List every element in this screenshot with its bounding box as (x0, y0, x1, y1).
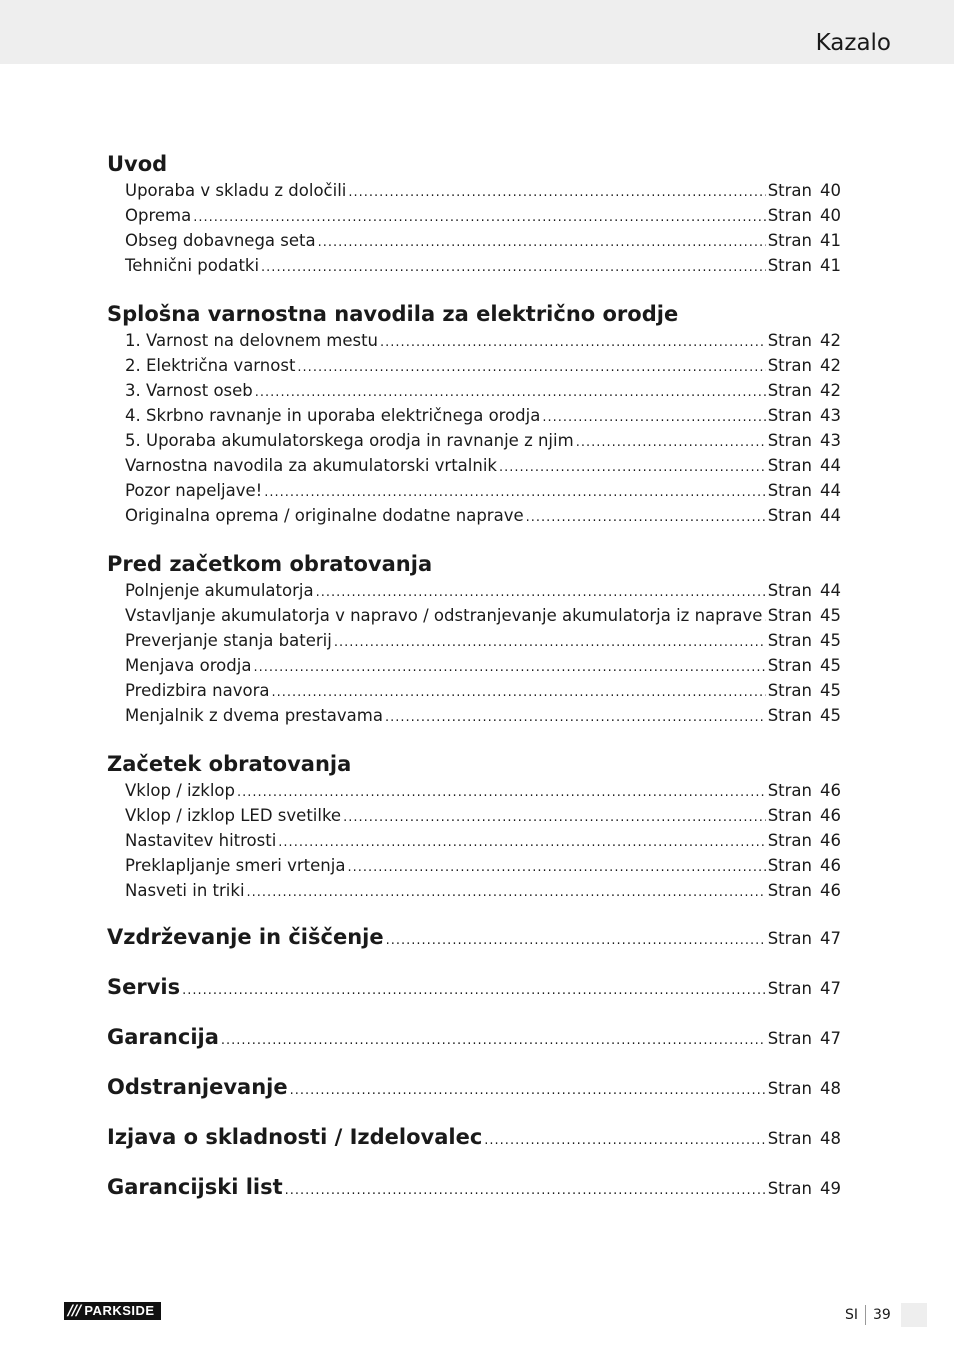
toc-item-page: Stran 42 (767, 356, 841, 375)
dot-leader (348, 180, 765, 203)
toc-item-label: Uporaba v skladu z določili (125, 181, 347, 200)
toc-heading-entry[interactable] (107, 1075, 841, 1125)
toc-item[interactable] (107, 328, 841, 353)
toc-heading-label: Odstranjevanje (107, 1075, 288, 1099)
toc-heading-entry[interactable] (107, 975, 841, 1025)
dot-leader (386, 933, 766, 948)
dot-leader (255, 380, 766, 403)
footer-divider (865, 1305, 866, 1325)
logo-slashes-icon: /// (68, 1303, 81, 1319)
toc-item[interactable] (107, 428, 841, 453)
dot-leader (247, 880, 766, 903)
toc-item-page: Stran 41 (767, 256, 841, 275)
toc-item[interactable] (107, 353, 841, 378)
toc-item[interactable] (107, 253, 841, 278)
toc-item-label: Oprema (125, 206, 192, 225)
toc-item[interactable] (107, 603, 841, 628)
toc-heading-entry[interactable] (107, 1125, 841, 1175)
toc-section-safety (107, 300, 841, 528)
toc-item-label: Menjava orodja (125, 656, 252, 675)
toc-item-label: Vstavljanje akumulatorja v napravo / odstranjevanje akumulatorja iz naprave (125, 606, 763, 625)
dot-leader (285, 1183, 766, 1198)
toc-item-page: Stran 44 (767, 456, 841, 475)
toc-item[interactable] (107, 678, 841, 703)
toc-heading-entry[interactable] (107, 1175, 841, 1225)
toc-item-page: Stran 45 (767, 631, 841, 650)
toc-item-page: Stran 46 (767, 856, 841, 875)
toc-item[interactable] (107, 203, 841, 228)
dot-leader (182, 983, 766, 998)
toc-section-before-operation (107, 550, 841, 728)
toc-item[interactable] (107, 178, 841, 203)
toc-heading-page: Stran 47 (767, 1029, 841, 1048)
dot-leader (542, 405, 765, 428)
toc-item-page: Stran 41 (767, 231, 841, 250)
toc-item-page: Stran 43 (767, 431, 841, 450)
toc-item-label: Preklapljanje smeri vrtenja (125, 856, 346, 875)
table-of-contents (107, 150, 841, 1225)
page-footer (845, 1303, 927, 1327)
toc-item[interactable] (107, 578, 841, 603)
toc-item-page: Stran 40 (767, 181, 841, 200)
footer-tab (901, 1303, 927, 1327)
section-title: Pred začetkom obratovanja (107, 552, 433, 576)
toc-item-label: Varnostna navodila za akumulatorski vrtalnik (125, 456, 497, 475)
toc-item-page: Stran 44 (767, 481, 841, 500)
dot-leader (261, 255, 766, 278)
toc-heading-label: Vzdrževanje in čiščenje (107, 925, 384, 949)
toc-item-label: 1. Varnost na delovnem mestu (125, 331, 379, 350)
toc-item-page: Stran 42 (767, 381, 841, 400)
toc-item[interactable] (107, 478, 841, 503)
toc-heading-label: Izjava o skladnosti / Izdelovalec (107, 1125, 483, 1149)
dot-leader (526, 505, 766, 528)
dot-leader (484, 1133, 765, 1148)
dot-leader (278, 830, 765, 853)
dot-leader (237, 780, 766, 803)
toc-item-page: Stran 46 (767, 881, 841, 900)
toc-item-label: Preverjanje stanja baterij (125, 631, 332, 650)
parkside-logo (64, 1302, 161, 1320)
toc-item-label: Obseg dobavnega seta (125, 231, 316, 250)
toc-item-label: Nasveti in triki (125, 881, 245, 900)
toc-item[interactable] (107, 653, 841, 678)
toc-item[interactable] (107, 403, 841, 428)
language-code: SI (845, 1307, 859, 1323)
toc-heading-page: Stran 48 (767, 1079, 841, 1098)
dot-leader (221, 1033, 766, 1048)
dot-leader (347, 855, 765, 878)
dot-leader (385, 705, 766, 728)
toc-section-operation (107, 750, 841, 903)
toc-item-page: Stran 45 (767, 706, 841, 725)
toc-item-label: Nastavitev hitrosti (125, 831, 277, 850)
dot-leader (253, 655, 765, 678)
toc-item[interactable] (107, 828, 841, 853)
toc-item-page: Stran 42 (767, 331, 841, 350)
toc-heading-entry[interactable] (107, 1025, 841, 1075)
dot-leader (380, 330, 766, 353)
toc-heading-label: Garancijski list (107, 1175, 283, 1199)
toc-heading-page: Stran 48 (767, 1129, 841, 1148)
toc-item-label: Tehnični podatki (125, 256, 260, 275)
toc-item-page: Stran 46 (767, 831, 841, 850)
toc-item[interactable] (107, 378, 841, 403)
header-band (0, 0, 954, 64)
toc-item-label: Predizbira navora (125, 681, 270, 700)
dot-leader (316, 580, 766, 603)
dot-leader (576, 430, 766, 453)
toc-item[interactable] (107, 503, 841, 528)
toc-item[interactable] (107, 778, 841, 803)
toc-item-label: Vklop / izklop LED svetilke (125, 806, 342, 825)
toc-item-page: Stran 45 (767, 656, 841, 675)
toc-heading-page: Stran 47 (767, 979, 841, 998)
page-number: 39 (873, 1307, 891, 1323)
dot-leader (271, 680, 765, 703)
toc-item-label: Pozor napeljave! (125, 481, 263, 500)
toc-item-page: Stran 45 (767, 681, 841, 700)
dot-leader (318, 230, 766, 253)
toc-item-label: 2. Električna varnost (125, 356, 296, 375)
toc-item-label: 4. Skrbno ravnanje in uporaba električnega orodja (125, 406, 541, 425)
toc-item[interactable] (107, 878, 841, 903)
toc-item-page: Stran 43 (767, 406, 841, 425)
dot-leader (290, 1083, 766, 1098)
dot-leader (499, 455, 766, 478)
toc-item-page: Stran 46 (767, 806, 841, 825)
toc-item[interactable] (107, 628, 841, 653)
toc-heading-entry[interactable] (107, 925, 841, 975)
toc-item-page: Stran 44 (767, 506, 841, 525)
toc-item-page: Stran 44 (767, 581, 841, 600)
dot-leader (193, 205, 765, 228)
dot-leader (334, 630, 766, 653)
section-title: Začetek obratovanja (107, 752, 352, 776)
toc-item[interactable] (107, 703, 841, 728)
toc-item-label: Polnjenje akumulatorja (125, 581, 314, 600)
toc-item-label: 5. Uporaba akumulatorskega orodja in ravnanje z njim (125, 431, 574, 450)
dot-leader (764, 605, 765, 628)
toc-item-page: Stran 40 (767, 206, 841, 225)
toc-item[interactable] (107, 853, 841, 878)
toc-item[interactable] (107, 228, 841, 253)
toc-item-page: Stran 46 (767, 781, 841, 800)
section-title: Uvod (107, 152, 168, 176)
toc-item[interactable] (107, 803, 841, 828)
logo-brand: PARKSIDE (84, 1303, 155, 1318)
toc-item-label: 3. Varnost oseb (125, 381, 253, 400)
toc-item-page: Stran 45 (767, 606, 841, 625)
dot-leader (343, 805, 766, 828)
toc-item-label: Originalna oprema / originalne dodatne naprave (125, 506, 524, 525)
toc-section-uvod (107, 150, 841, 278)
toc-heading-page: Stran 47 (767, 929, 841, 948)
dot-leader (297, 355, 765, 378)
page-title: Kazalo (815, 30, 891, 56)
toc-item-label: Vklop / izklop (125, 781, 235, 800)
toc-heading-label: Garancija (107, 1025, 219, 1049)
section-title: Splošna varnostna navodila za električno orodje (107, 302, 679, 326)
toc-heading-label: Servis (107, 975, 181, 999)
toc-heading-page: Stran 49 (767, 1179, 841, 1198)
toc-item-label: Menjalnik z dvema prestavama (125, 706, 383, 725)
toc-item[interactable] (107, 453, 841, 478)
dot-leader (264, 480, 765, 503)
